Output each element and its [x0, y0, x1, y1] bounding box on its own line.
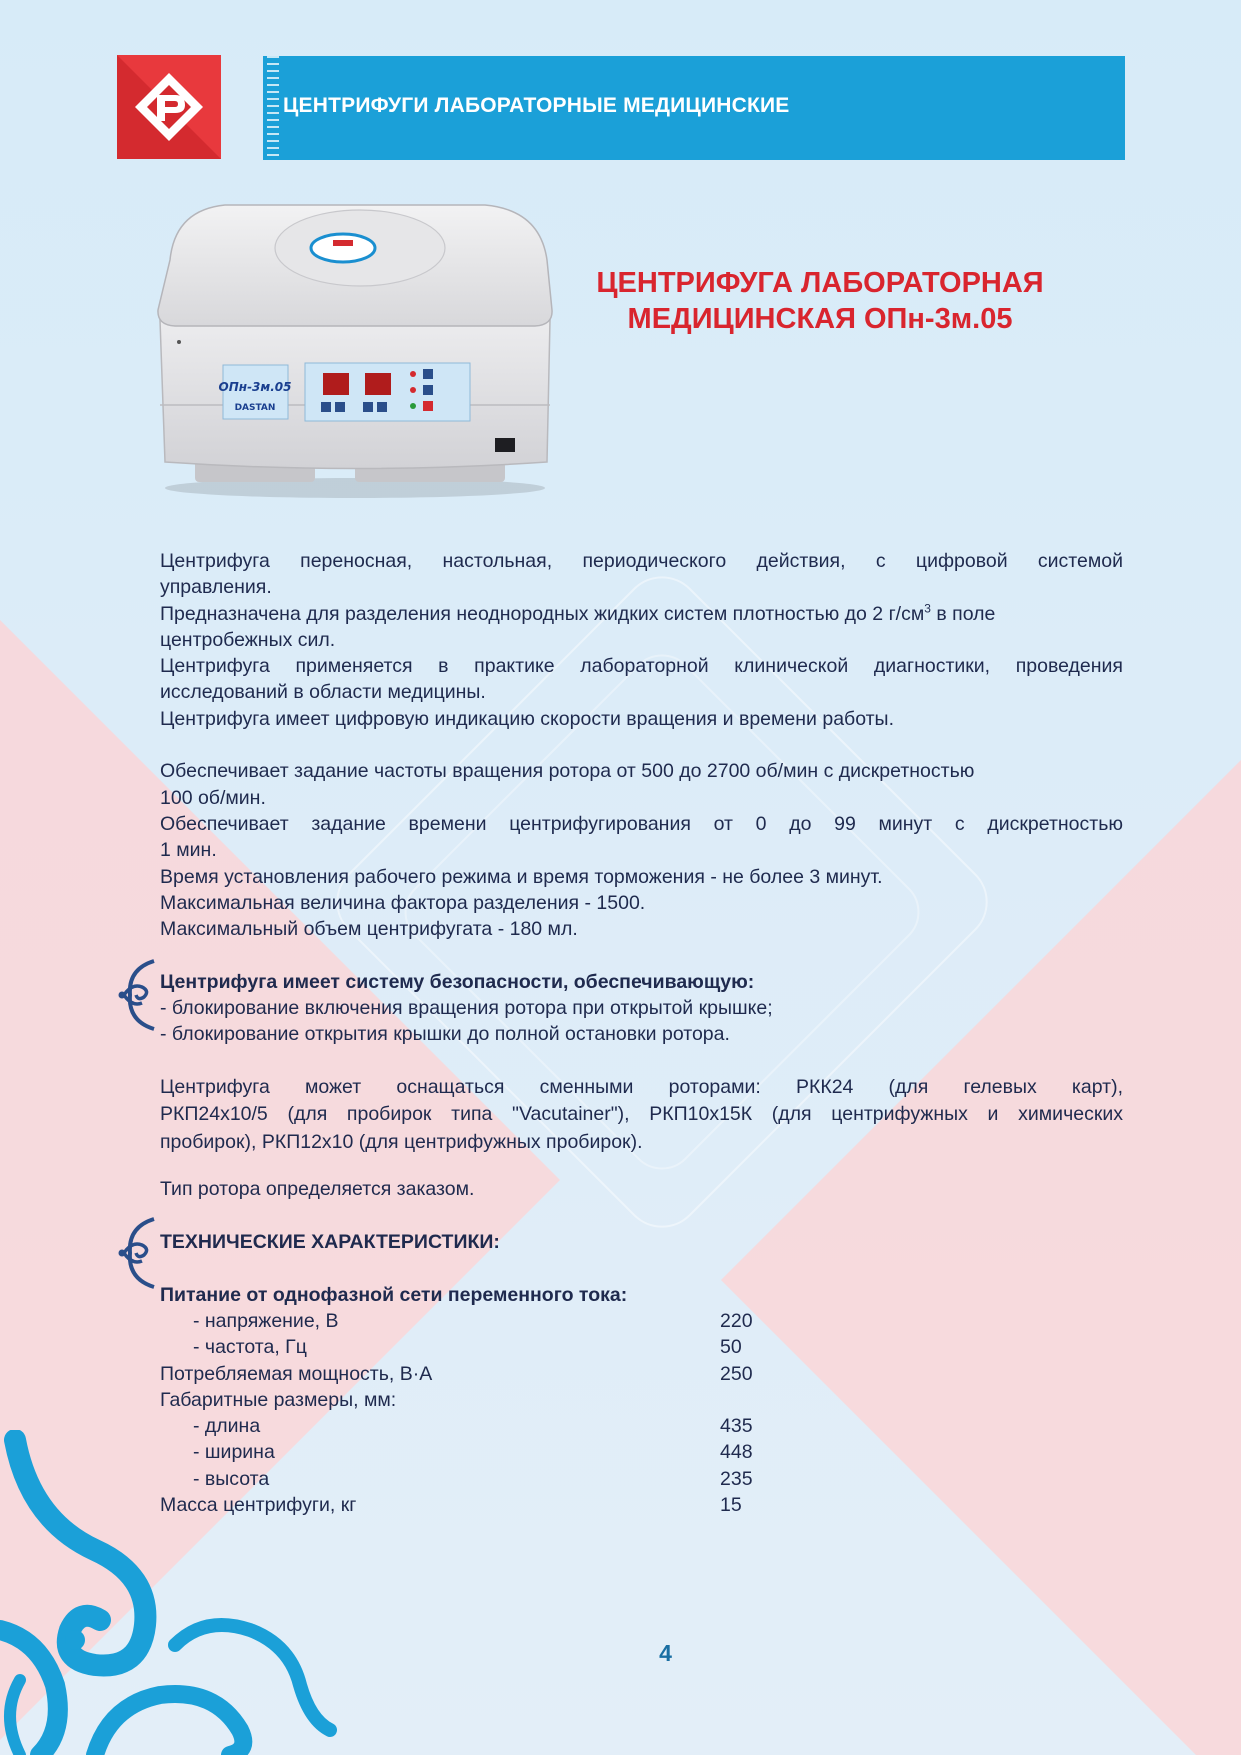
product-title	[560, 265, 1080, 337]
rotors-text: РКП24х10/5 (для пробирок типа "Vacutainer"), РКП10х15К (для центрифужных и химических	[160, 1103, 1123, 1126]
company-logo-icon	[117, 55, 221, 159]
header-title: ЦЕНТРИФУГИ ЛАБОРАТОРНЫЕ МЕДИЦИНСКИЕ	[283, 94, 790, 117]
feature-text: Время установления рабочего режима и время торможения - не более 3 минут.	[160, 865, 883, 888]
spec-row: - длина 435	[193, 1415, 753, 1438]
description-text: Центрифуга применяется в практике лабораторной клинической диагностики, проведения	[160, 655, 1123, 678]
specs-section	[160, 1229, 1123, 1255]
safety-item: - блокирование включения вращения ротора при открытой крышке;	[160, 997, 773, 1020]
spec-row: Потребляемая мощность, В·А 250	[160, 1362, 753, 1385]
spec-row: - высота 235	[193, 1467, 753, 1490]
rotors-order-text: Тип ротора определяется заказом.	[160, 1178, 475, 1201]
safety-section	[160, 969, 1123, 1048]
header-bar	[263, 56, 1125, 160]
main-content	[160, 548, 1123, 1518]
feature-text: 100 об/мин.	[160, 786, 266, 809]
description-text: управления.	[160, 576, 272, 599]
spec-row: - ширина 448	[193, 1441, 753, 1464]
corner-ornament-icon	[0, 1430, 340, 1755]
page-number: 4	[659, 1640, 672, 1666]
rotors-text: Центрифуга может оснащаться сменными роторами: РКК24 (для гелевых карт),	[160, 1075, 1123, 1098]
feature-text: Обеспечивает задание времени центрифугирования от 0 до 99 минут с дискретностью	[160, 812, 1123, 835]
safety-item: - блокирование открытия крышки до полной остановки ротора.	[160, 1023, 730, 1046]
ornament-icon	[118, 957, 158, 1033]
header-stripe-decoration	[267, 56, 279, 160]
device-brand-label: DASTAN	[234, 403, 276, 413]
description-text: центробежных сил.	[160, 628, 336, 651]
product-title-line1: ЦЕНТРИФУГА ЛАБОРАТОРНАЯ	[596, 267, 1044, 299]
centrifuge-product-image	[155, 200, 560, 500]
rotors-text: пробирок), РКП12х10 (для центрифужных пробирок).	[160, 1130, 643, 1153]
specs-power-heading: Питание от однофазной сети переменного тока:	[160, 1283, 628, 1306]
spec-row: Масса центрифуги, кг 15	[160, 1494, 742, 1516]
description-text: Центрифуга переносная, настольная, периодического действия, с цифровой системой	[160, 550, 1123, 572]
feature-text: Максимальная величина фактора разделения - 1500.	[160, 891, 646, 914]
description-text: исследований в области медицины.	[160, 681, 486, 704]
spec-row: Габаритные размеры, мм:	[160, 1388, 397, 1411]
feature-text: Максимальный объем центрифугата - 180 мл.	[160, 918, 578, 941]
description-text: Центрифуга имеет цифровую индикацию скорости вращения и времени работы.	[160, 707, 894, 730]
device-model-label: ОПн-3м.05	[218, 380, 292, 394]
spec-row: - частота, Гц 50	[193, 1336, 742, 1359]
specs-heading: ТЕХНИЧЕСКИЕ ХАРАКТЕРИСТИКИ:	[160, 1231, 500, 1254]
product-title-line2: МЕДИЦИНСКАЯ ОПн-3м.05	[627, 303, 1013, 335]
description-text: Предназначена для разделения неоднородных жидких систем плотностью до 2 $г/см^3$ в поле	[160, 601, 996, 625]
feature-text: 1 мин.	[160, 839, 217, 862]
feature-text: Обеспечивает задание частоты вращения ротора от 500 до 2700 об/мин с дискретностью	[160, 760, 975, 783]
ornament-icon	[118, 1215, 158, 1291]
spec-row: - напряжение, В 220	[193, 1309, 753, 1332]
safety-heading: Центрифуга имеет систему безопасности, обеспечивающую:	[160, 970, 755, 993]
